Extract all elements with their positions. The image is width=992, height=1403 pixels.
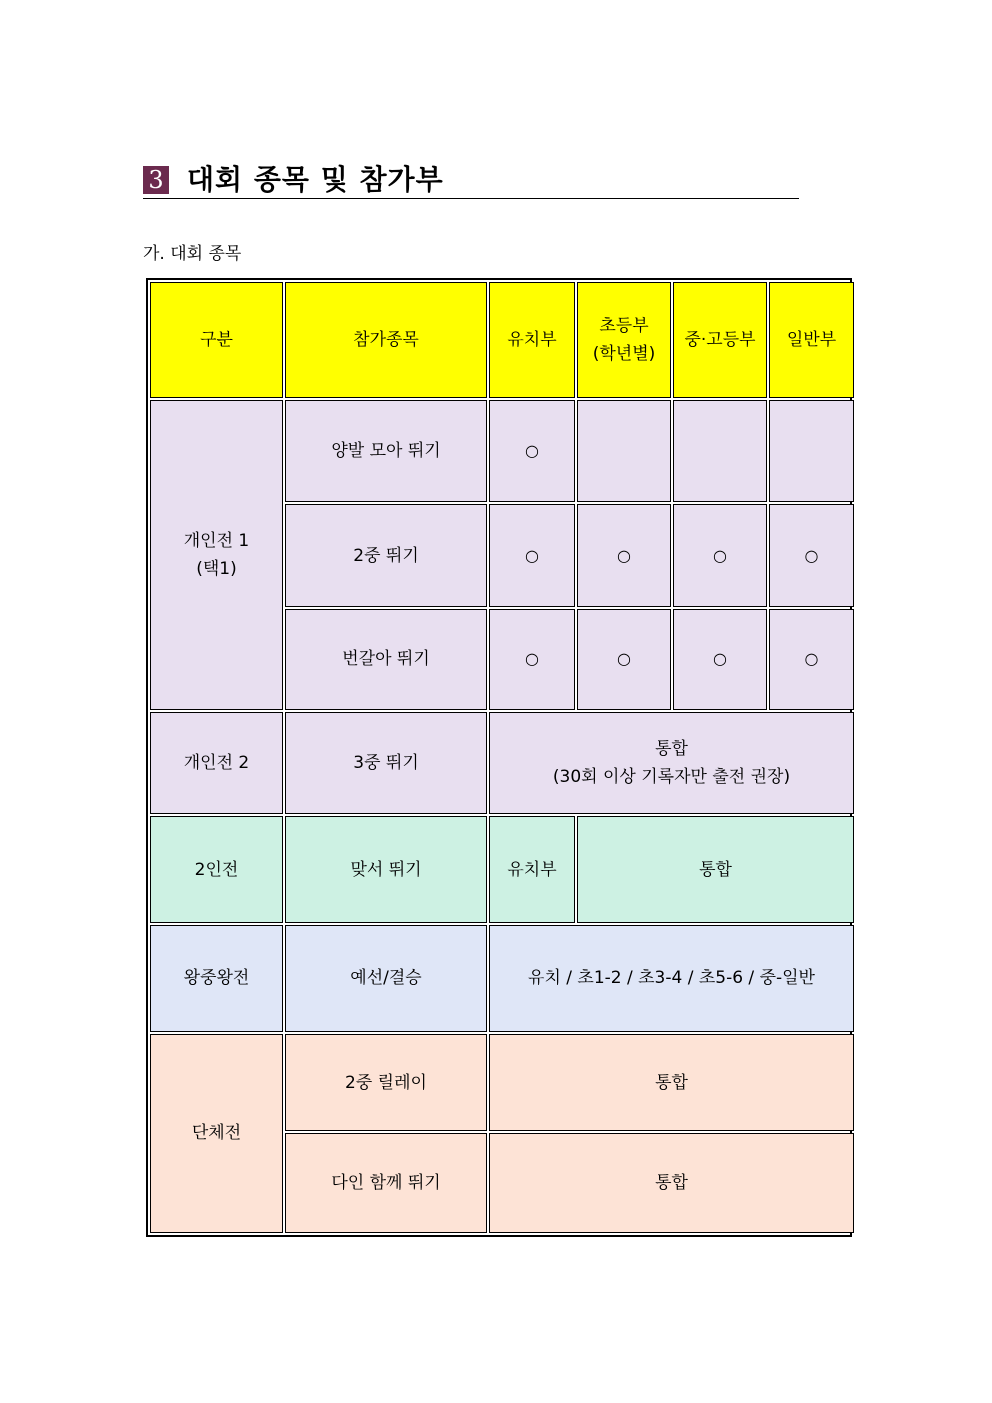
section-header: [143, 162, 799, 199]
header-event: 참가종목: [285, 282, 487, 398]
category-indiv1: [150, 400, 283, 710]
events-table: [146, 278, 852, 1237]
merged-cell: 통합: [489, 1034, 854, 1132]
mark-cell: ○: [673, 609, 767, 710]
mark-cell: ○: [489, 609, 575, 710]
event-cell: 2중 뛰기: [285, 504, 487, 607]
mark-cell: ○: [769, 504, 854, 607]
table-row: [150, 712, 854, 815]
section-number-badge: 3: [143, 166, 169, 194]
header-elementary-line2: (학년별): [592, 343, 656, 364]
category-indiv2: 개인전 2: [150, 712, 283, 815]
table-row: [150, 400, 854, 503]
event-cell: 양발 모아 뛰기: [285, 400, 487, 503]
mark-cell: ○: [489, 504, 575, 607]
mark-cell: ○: [577, 609, 671, 710]
mark-cell: ○: [769, 609, 854, 710]
event-cell: 3중 뛰기: [285, 712, 487, 815]
category-pair: 2인전: [150, 816, 283, 923]
event-cell: 예선/결승: [285, 925, 487, 1032]
header-general: 일반부: [769, 282, 854, 398]
mark-cell: ○: [577, 504, 671, 607]
event-cell: 맞서 뛰기: [285, 816, 487, 923]
event-cell: 번갈아 뛰기: [285, 609, 487, 710]
table-row: [150, 1034, 854, 1132]
merged-cell: 유치 / 초1-2 / 초3-4 / 초5-6 / 중-일반: [489, 925, 854, 1032]
merged-cell: [489, 712, 854, 815]
mark-cell: ○: [673, 504, 767, 607]
header-elementary: [577, 282, 671, 398]
table-header-row: [150, 282, 854, 398]
events-table-grid: [148, 280, 856, 1235]
merged-line2: (30회 이상 기록자만 출전 권장): [552, 767, 791, 788]
merged-line1: 통합: [655, 739, 688, 760]
category-king: 왕중왕전: [150, 925, 283, 1032]
section-title: 대회 종목 및 참가부: [187, 163, 444, 196]
header-category: 구분: [150, 282, 283, 398]
table-row: [150, 925, 854, 1032]
empty-cell: [577, 400, 671, 503]
category-team: 단체전: [150, 1034, 283, 1233]
header-middle-high: 중·고등부: [673, 282, 767, 398]
subheading: 가. 대회 종목: [143, 244, 242, 264]
kinder-cell: 유치부: [489, 816, 575, 923]
merged-cell: 통합: [489, 1133, 854, 1233]
mark-cell: ○: [489, 400, 575, 503]
event-cell: 2중 릴레이: [285, 1034, 487, 1132]
event-cell: 다인 함께 뛰기: [285, 1133, 487, 1233]
header-elementary-line1: 초등부: [599, 315, 649, 336]
table-row: [150, 816, 854, 923]
category-indiv1-line2: (택1): [196, 558, 237, 579]
header-kinder: 유치부: [489, 282, 575, 398]
category-indiv1-line1: 개인전 1: [183, 530, 250, 551]
empty-cell: [673, 400, 767, 503]
empty-cell: [769, 400, 854, 503]
merged-cell: 통합: [577, 816, 854, 923]
